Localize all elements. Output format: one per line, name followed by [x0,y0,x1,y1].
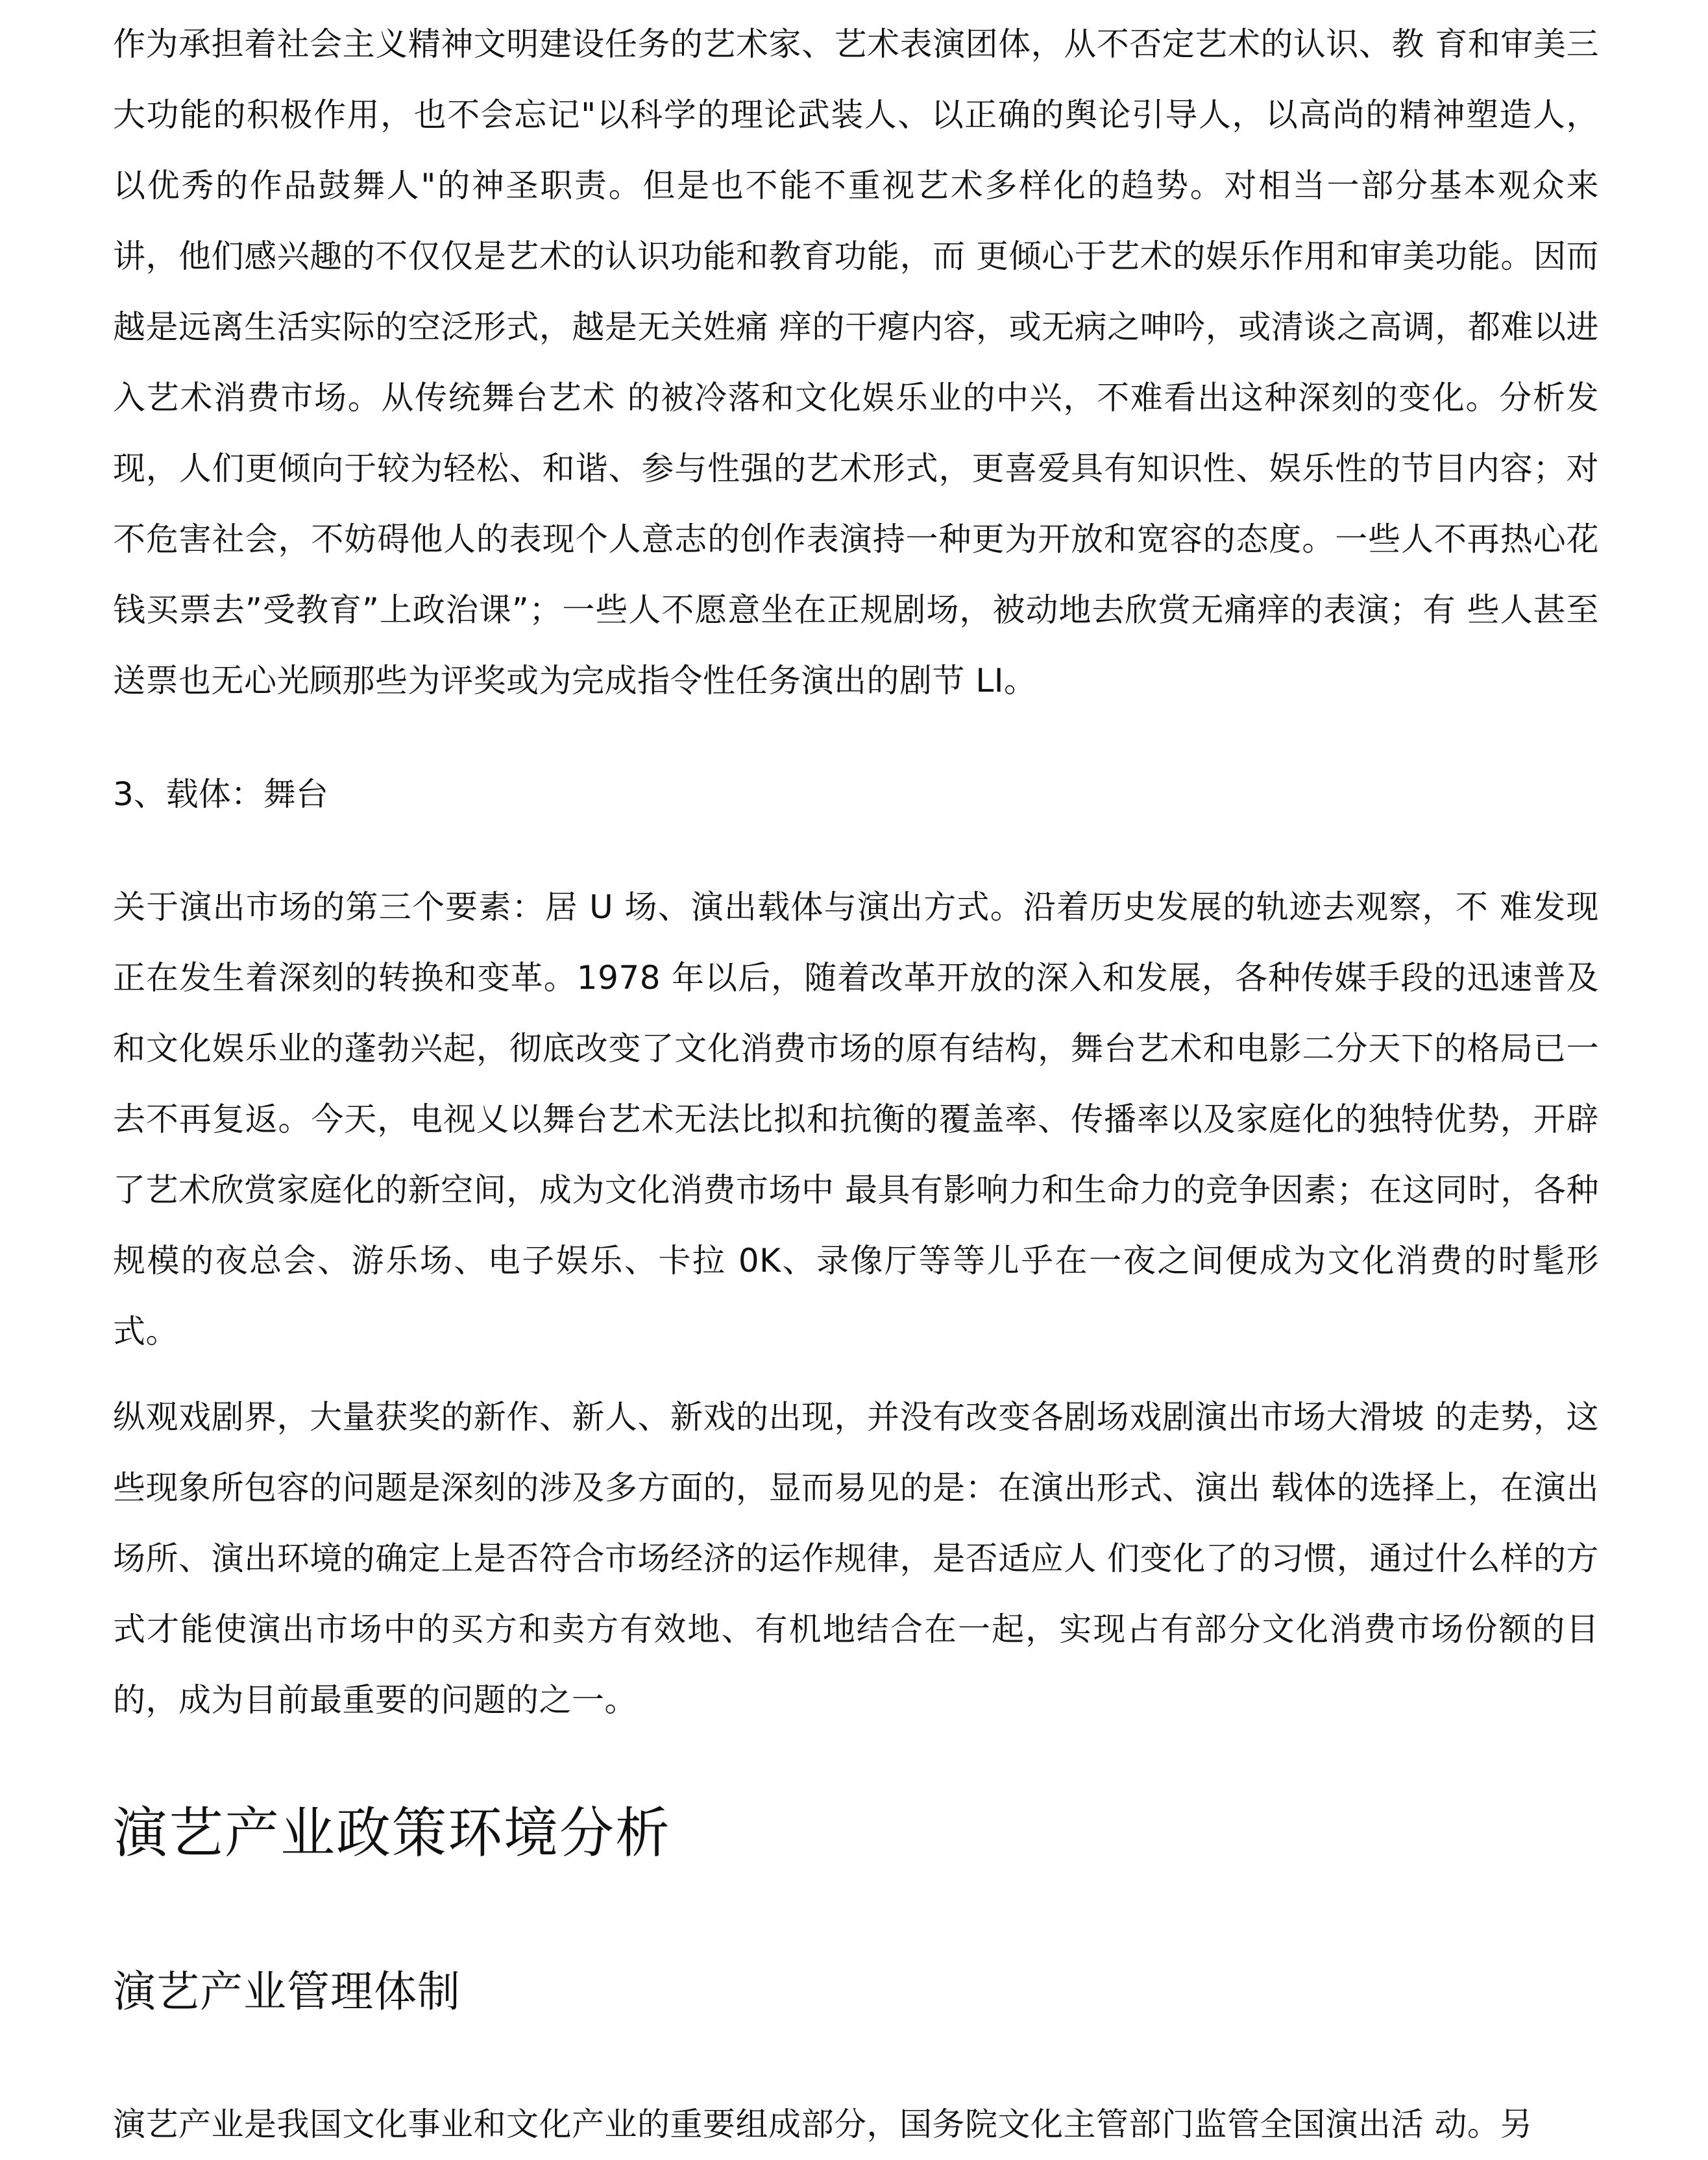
section-subheading-carrier-stage: 3、载体：舞台 [113,775,328,813]
paragraph-industry-regulation: 演艺产业是我国文化事业和文化产业的重要组成部分，国务院文化主管部门监管全国演出活 动。另 [113,2105,1533,2143]
paragraph-art-functions: 作为承担着社会主义精神文明建设任务的艺术家、艺术表演团体，从不否定艺术的认识、教 育和审美三大功能的积极作用，也不会忘记"以科学的理论武装人、以正确的舆论引导人，以高尚的精神塑造人，以优秀的作品鼓舞人"的神圣职责。但是也不能不重视艺术多样化的趋势。对相当一部分基本观众来讲，他们感兴趣的不仅仅是艺术的认识功能和教育功能，而 更倾心于艺术的娱乐作用和审美功能。因而越是远离生活实际的空泛形式，越是无关姓痛 痒的干瘪内容，或无病之呻吟，或清谈之高调，都难以进入艺术消费市场。从传统舞台艺术 的被冷落和文化娱乐业的中兴，不难看出这种深刻的变化。分析发现，人们更倾向于较为轻松、和谐、参与性强的艺术形式，更喜爱具有知识性、娱乐性的节目内容；对不危害社会，不妨碍他人的表现个人意志的创作表演持一种更为开放和宽容的态度。一些人不再热心花钱买票去”受教育”上政治课”；一些人不愿意坐在正规剧场，被动地去欣赏无痛痒的表演；有 些人甚至送票也无心光顾那些为评奖或为完成指令性任务演出的剧节 LI。 [113,25,1599,699]
paragraph-theatre-market: 纵观戏剧界，大量获奖的新作、新人、新戏的出现，并没有改变各剧场戏剧演出市场大滑坡 的走势，这些现象所包容的问题是深刻的涉及多方面的，显而易见的是：在演出形式、演出 载体的选择上，在演出场所、演出环境的确定上是否符合市场经济的运作规律，是否适应人 们变化了的习惯，通过什么样的方式才能使演出市场中的买方和卖方有效地、有机地结合在一起，实现占有部分文化消费市场份额的目的，成为目前最重要的问题的之一。 [113,1398,1599,1719]
paragraph-performance-carrier: 关于演出市场的第三个要素：居 U 场、演出载体与演出方式。沿着历史发展的轨迹去观察，不 难发现正在发生着深刻的转换和变革。1978 年以后，随着改革开放的深入和发展，各种传媒手段的迅速普及和文化娱乐业的蓬勃兴起，彻底改变了文化消费市场的原有结构，舞台艺术和电影二分天下的格局已一去不再复返。今天，电视乂以舞台艺术无法比拟和抗衡的覆盖率、传播率以及家庭化的独特优势，开辟了艺术欣赏家庭化的新空间，成为文化消费市场中 最具有影响力和生命力的竞争因素；在这同时，各种规模的夜总会、游乐场、电子娱乐、卡拉 0K、录像厅等等儿乎在一夜之间便成为文化消费的时髦形式。 [113,888,1599,1350]
heading-management-system: 演艺产业管理体制 [113,1967,461,2017]
heading-policy-environment: 演艺产业政策环境分析 [113,1801,672,1865]
